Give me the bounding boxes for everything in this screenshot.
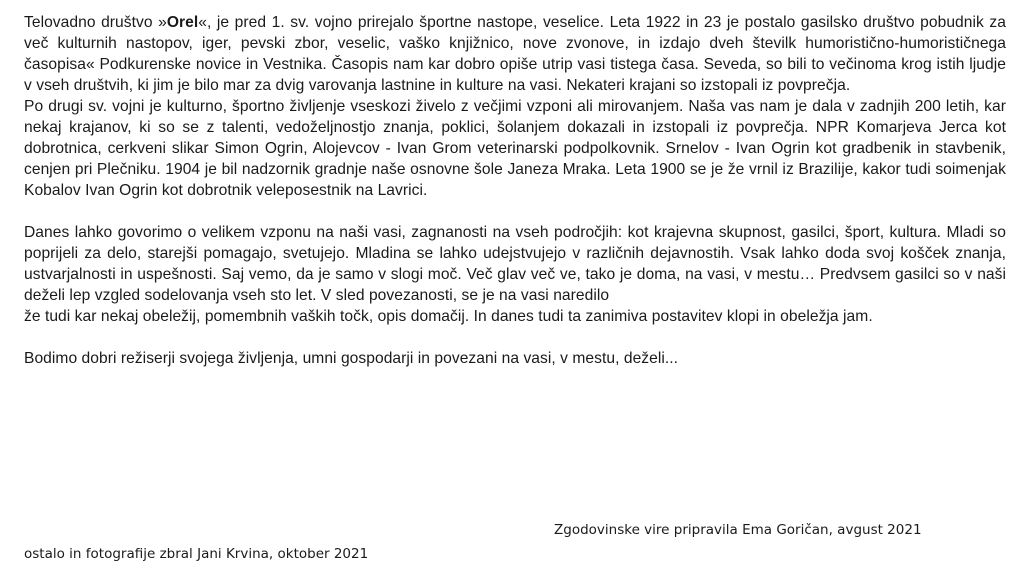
paragraph-gap bbox=[24, 201, 1006, 222]
paragraph-post-war: Po drugi sv. vojni je kulturno, športno življenje vseskozi živelo z večjimi vzponi ali mirovanjem. Naša vas nam je dala v zadnjih 200 letih, kar nekaj krajanov, ki so se z talenti, vedoželjnostjo znanja, poklici, šolanjem dokazali in izstopali iz povprečja. NPR Komarjeva Jerca kot dobrotnica, cerkveni slikar Simon Ogrin, Alojevcov - Ivan Grom veterinarski podpolkovnik. Srnelov - Ivan Ogrin kot gradbenik in stavbenik, cenjen pri Plečniku. 1904 je bil nadzornik gradnje naše osnovne šole Janeza Mraka. Leta 1900 se je že vrnil iz Brazilije, kakor tudi soimenjak Kobalov Ivan Ogrin kot dobrotnik veleposestnik na Lavrici. bbox=[24, 98, 1006, 199]
credit-photos: ostalo in fotografije zbral Jani Krvina, oktober 2021 bbox=[24, 546, 369, 562]
paragraph-gap bbox=[24, 327, 1006, 348]
paragraph-orel-rest: «, je pred 1. sv. vojno prirejalo športne nastope, veselice. Leta 1922 in 23 je postalo gasilsko društvo pobudnik za več kulturnih nastopov, iger, pevski zbor, veselic, vaško knjižnico, nove zvonove, in izdajo dveh številk humoristično-humorističnega časopisa« Podkurenske novice in Vestnika. Časopis nam kar dobro opiše utrip vasi tistega časa. Seveda, so bili to večinoma krog istih ljudje v vseh društvih, ki jim je bilo mar za dvig varovanja lastnine in kulture na vasi. Nekateri krajani so izstopali iz povprečja. bbox=[24, 14, 1006, 94]
document-body bbox=[24, 12, 1006, 369]
credit-history-sources: Zgodovinske vire pripravila Ema Goričan, avgust 2021 bbox=[554, 522, 922, 538]
paragraph-today: Danes lahko govorimo o velikem vzponu na naši vasi, zagnanosti na vseh področjih: kot krajevna skupnost, gasilci, šport, kultura. Mladi so poprijeli za delo, starejši pomagajo, svetujejo. Mladina se lahko udejstvujejo v različnih dejavnostih. Vsak lahko doda svoj košček znanja, ustvarjalnosti in uspešnosti. Saj vemo, da je samo v slogi moč. Več glav več ve, tako je doma, na vasi, v mestu… Predvsem gasilci so v naši deželi lep vzgled sodelovanja vseh sto let. V sled povezanosti, se je na vasi naredilo bbox=[24, 224, 1006, 304]
paragraph-orel bbox=[24, 12, 1006, 96]
paragraph-closing: Bodimo dobri režiserji svojega življenja, umni gospodarji in povezani na vasi, v mestu, deželi... bbox=[24, 350, 679, 367]
paragraph-orel-intro: Telovadno društvo » bbox=[24, 14, 167, 31]
orel-name: Orel bbox=[166, 14, 199, 31]
paragraph-landmarks: že tudi kar nekaj obeležij, pomembnih vaških točk, opis domačij. In danes tudi ta zanimiva postavitev klopi in obeležja jam. bbox=[24, 308, 873, 325]
